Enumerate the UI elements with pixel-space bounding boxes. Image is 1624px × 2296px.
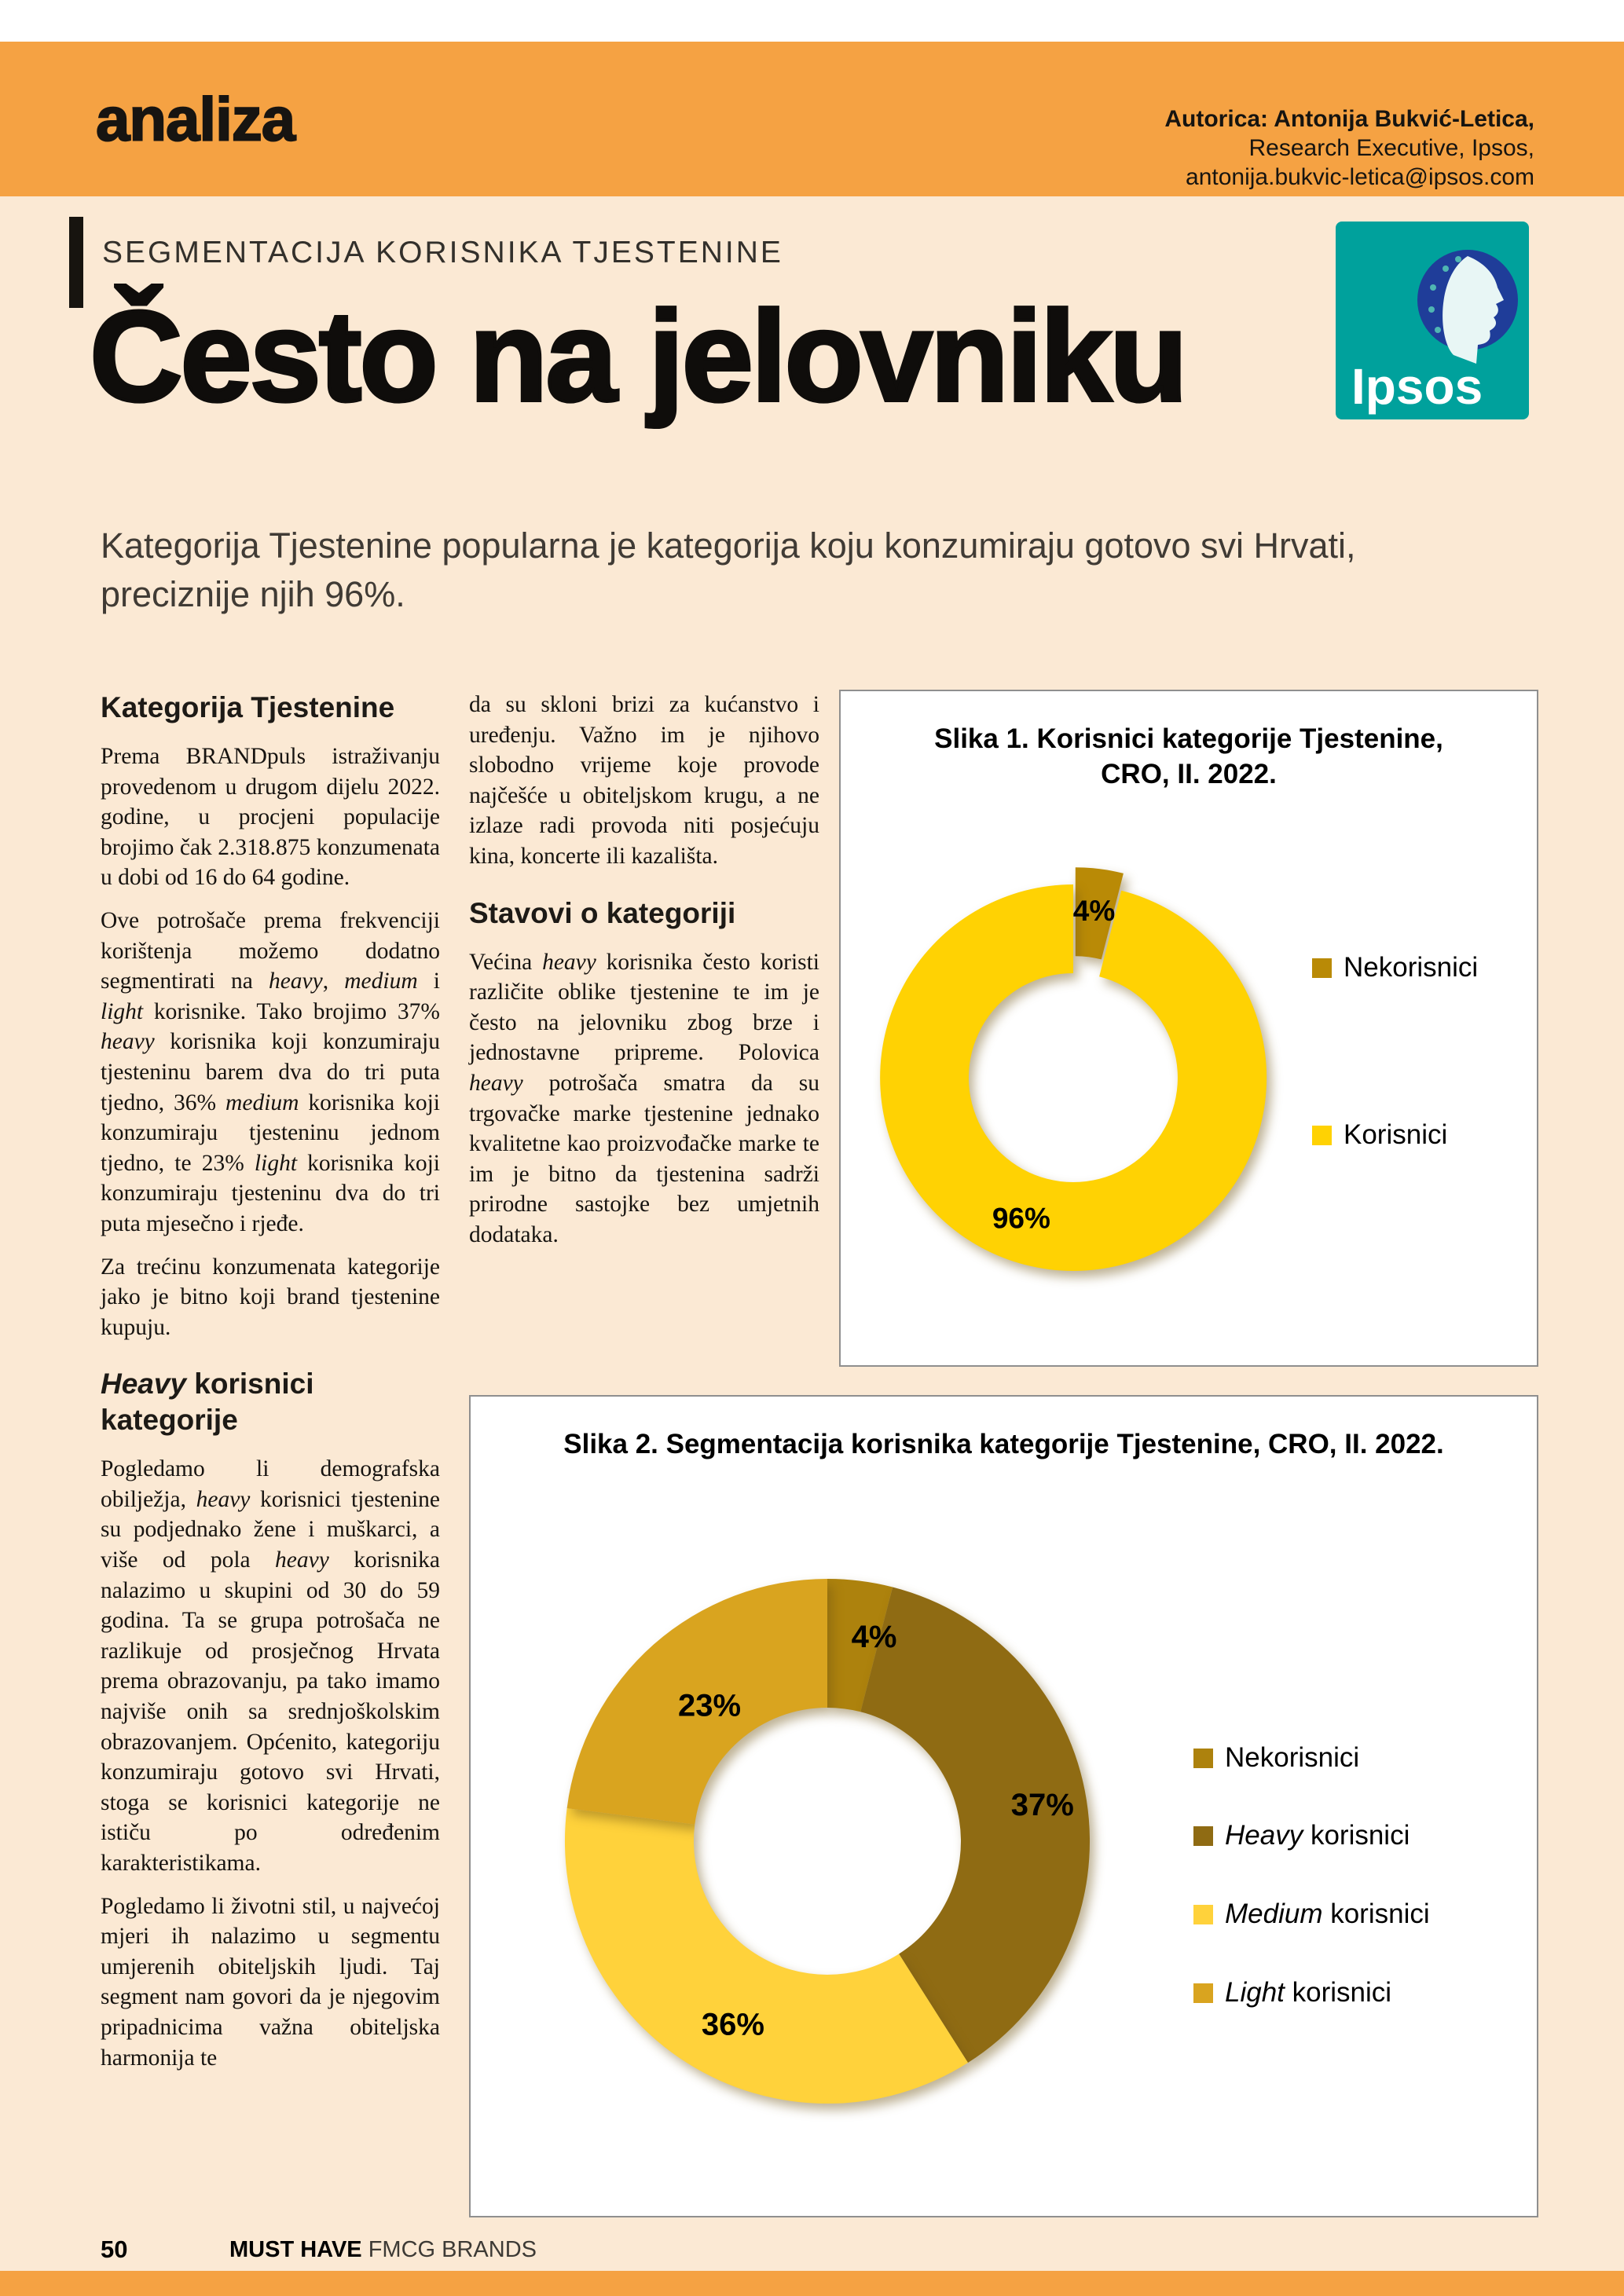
chart-2-box [469,1395,1538,2217]
chart-1-title-line2: CRO, II. 2022. [1101,759,1277,789]
legend-swatch [1193,1749,1213,1768]
text-segment: da su skloni brizi za kućanstvo i uređenju. Važno im je njihovo slobodno vrijeme koje provode najčešće u obiteljskom krugu, a ne izlaze radi provoda niti posjećuju kina, koncerte ili kazališta. [469,692,819,869]
legend-swatch [1312,1126,1332,1145]
text-segment: Heavy [101,1368,187,1401]
legend-item-nekorisnici [1312,952,1478,983]
paragraph [101,1252,440,1343]
ipsos-logo-text: Ipsos [1351,358,1483,415]
text-segment: korisnika koji konzumiraju tjesteninu jednom tjedno, te 23% [101,1089,440,1176]
legend-label: Korisnici [1344,1119,1448,1150]
legend-swatch [1312,958,1332,978]
paragraph [101,1891,440,2074]
author-block [1164,104,1534,192]
paragraph [101,1454,440,1878]
author-name: Autorica: Antonija Bukvić-Letica, [1164,106,1534,132]
section-heading-heavy-korisnici [101,1366,440,1438]
slice-percentage-label: 4% [1072,894,1116,927]
legend-label: Light korisnici [1225,1977,1392,2008]
donut-slice-korisnici [880,884,1267,1271]
legend-item-light [1193,1977,1391,2009]
article-column-1 [101,690,440,2085]
text-segment: heavy [469,1070,523,1096]
text-segment: korisnici kategorije [101,1368,314,1437]
chart-1-title-line1: Slika 1. Korisnici kategorije Tjestenine, [934,723,1443,754]
text-segment: medium [344,969,418,994]
text-segment: heavy [268,969,323,994]
paragraph [469,947,819,1251]
text-segment: heavy [275,1547,329,1573]
magazine-title: MUST HAVE FMCG BRANDS [229,2237,537,2262]
text-segment: korisnici tjestenine su podjednako žene i muškarci, a više od pola [101,1486,440,1573]
donut-chart-segmentacija [471,1397,1537,2216]
text-segment: Većina [469,949,543,975]
chart-1-box [839,690,1538,1367]
section-heading-stavovi: Stavovi o kategoriji [469,896,736,929]
text-segment: heavy [101,1029,155,1055]
kicker-tick [69,217,83,308]
slice-percentage-label: 37% [1010,1788,1074,1823]
text-segment: Pogledamo li demografska obilježja, [101,1456,440,1512]
legend-label: Nekorisnici [1344,952,1479,983]
legend-item-heavy [1193,1820,1410,1851]
article-column-2 [469,690,819,1263]
bottom-banner [0,2271,1624,2296]
text-segment: Za trećinu konzumenata kategorije jako je bitno koji brand tjestenine kupuju. [101,1254,440,1340]
legend-swatch [1193,1905,1213,1924]
top-banner [0,42,1624,196]
text-segment: heavy [196,1486,251,1512]
chart-2-title-line1: Slika 2. Segmentacija korisnika kategorije Tjestenine, CRO, II. 2022. [563,1429,1444,1459]
legend-swatch [1193,1983,1213,2003]
top-margin [0,0,1624,42]
text-segment: korisnika nalazimo u skupini od 30 do 59 godina. Ta se grupa potrošača ne razlikuje od prosječnog Hrvata prema obrazovanju, pa tako imamo najviše onih sa srednjoškolskim obrazovanjem. Općenito, kategoriju konzumiraju gotovo svi Hrvati, stoga se korisnici kategorije ne ističu po određenim karakteristikama. [101,1547,441,1876]
slice-percentage-label: 23% [677,1688,742,1723]
slice-percentage-label: 36% [701,2007,764,2042]
legend-item-korisnici [1312,1119,1447,1151]
text-segment: i [417,969,440,994]
text-segment: potrošača smatra da su trgovačke marke tjestenine jednako kvalitetne kao proizvođačke marke te im je bitno da tjestenina sadrži prirodne sastojke bez umjetnih dodataka. [469,1070,819,1247]
kicker: SEGMENTACIJA KORISNIKA TJESTENINE [102,236,783,269]
paragraph [101,906,440,1240]
author-role: Research Executive, Ipsos, [1248,135,1534,161]
slice-percentage-label: 4% [851,1619,897,1654]
text-segment: korisnika često koristi različite oblike tjestenine te im je često na jelovniku zbog brze i jednostavne pripreme. Polovica [469,949,820,1066]
legend-label: Heavy korisnici [1225,1820,1410,1851]
page-number: 50 [101,2236,128,2263]
page-title: Često na jelovniku [90,284,1186,428]
section-label: analiza [96,84,295,153]
section-heading-kategorija: Kategorija Tjestenine [101,691,395,723]
text-segment: Pogledamo li životni stil, u najvećoj mjeri ih nalazimo u segmentu umjerenih obiteljskih ljudi. Taj segment nam govori da je njegovim pripadnicima važna obiteljska harmonija te [101,1893,440,2071]
ipsos-logo-graphic [1336,222,1529,419]
paragraph [469,690,819,872]
text-segment: korisnika koji konzumiraju tjesteninu dva do tri puta mjesečno i rjeđe. [101,1150,440,1236]
text-segment: korisnike. Tako brojimo 37% [143,998,440,1024]
text-segment: Prema BRANDpuls istraživanju provedenom u drugom dijelu 2022. godine, u procjeni populacije brojimo čak 2.318.875 konzumenata u dobi od 16 do 64 godine. [101,744,440,891]
legend-label: Nekorisnici [1225,1742,1360,1773]
legend-swatch [1193,1826,1213,1846]
slice-percentage-label: 96% [992,1202,1050,1235]
text-segment: korisnika koji konzumiraju tjesteninu barem dva do tri puta tjedno, 36% [101,1029,440,1115]
text-segment: light [254,1150,298,1176]
paragraph [101,742,440,893]
legend-item-medium [1193,1899,1430,1930]
author-email: antonija.bukvic-letica@ipsos.com [1186,164,1534,190]
legend-item-nekorisnici [1193,1742,1359,1774]
ipsos-logo [1336,222,1529,419]
text-segment: Ove potrošače prema frekvenciji korištenja možemo dodatno segmentirati na [101,907,440,994]
legend-label: Medium korisnici [1225,1899,1430,1929]
donut-chart-korisnici [841,691,1537,1365]
text-segment: light [101,998,144,1024]
text-segment: heavy [542,949,596,975]
text-segment: , [322,969,345,994]
lead-paragraph: Kategorija Tjestenine popularna je kategorija koju konzumiraju gotovo svi Hrvati, preciznije njih 96%. [101,525,1356,614]
text-segment: medium [225,1089,299,1115]
